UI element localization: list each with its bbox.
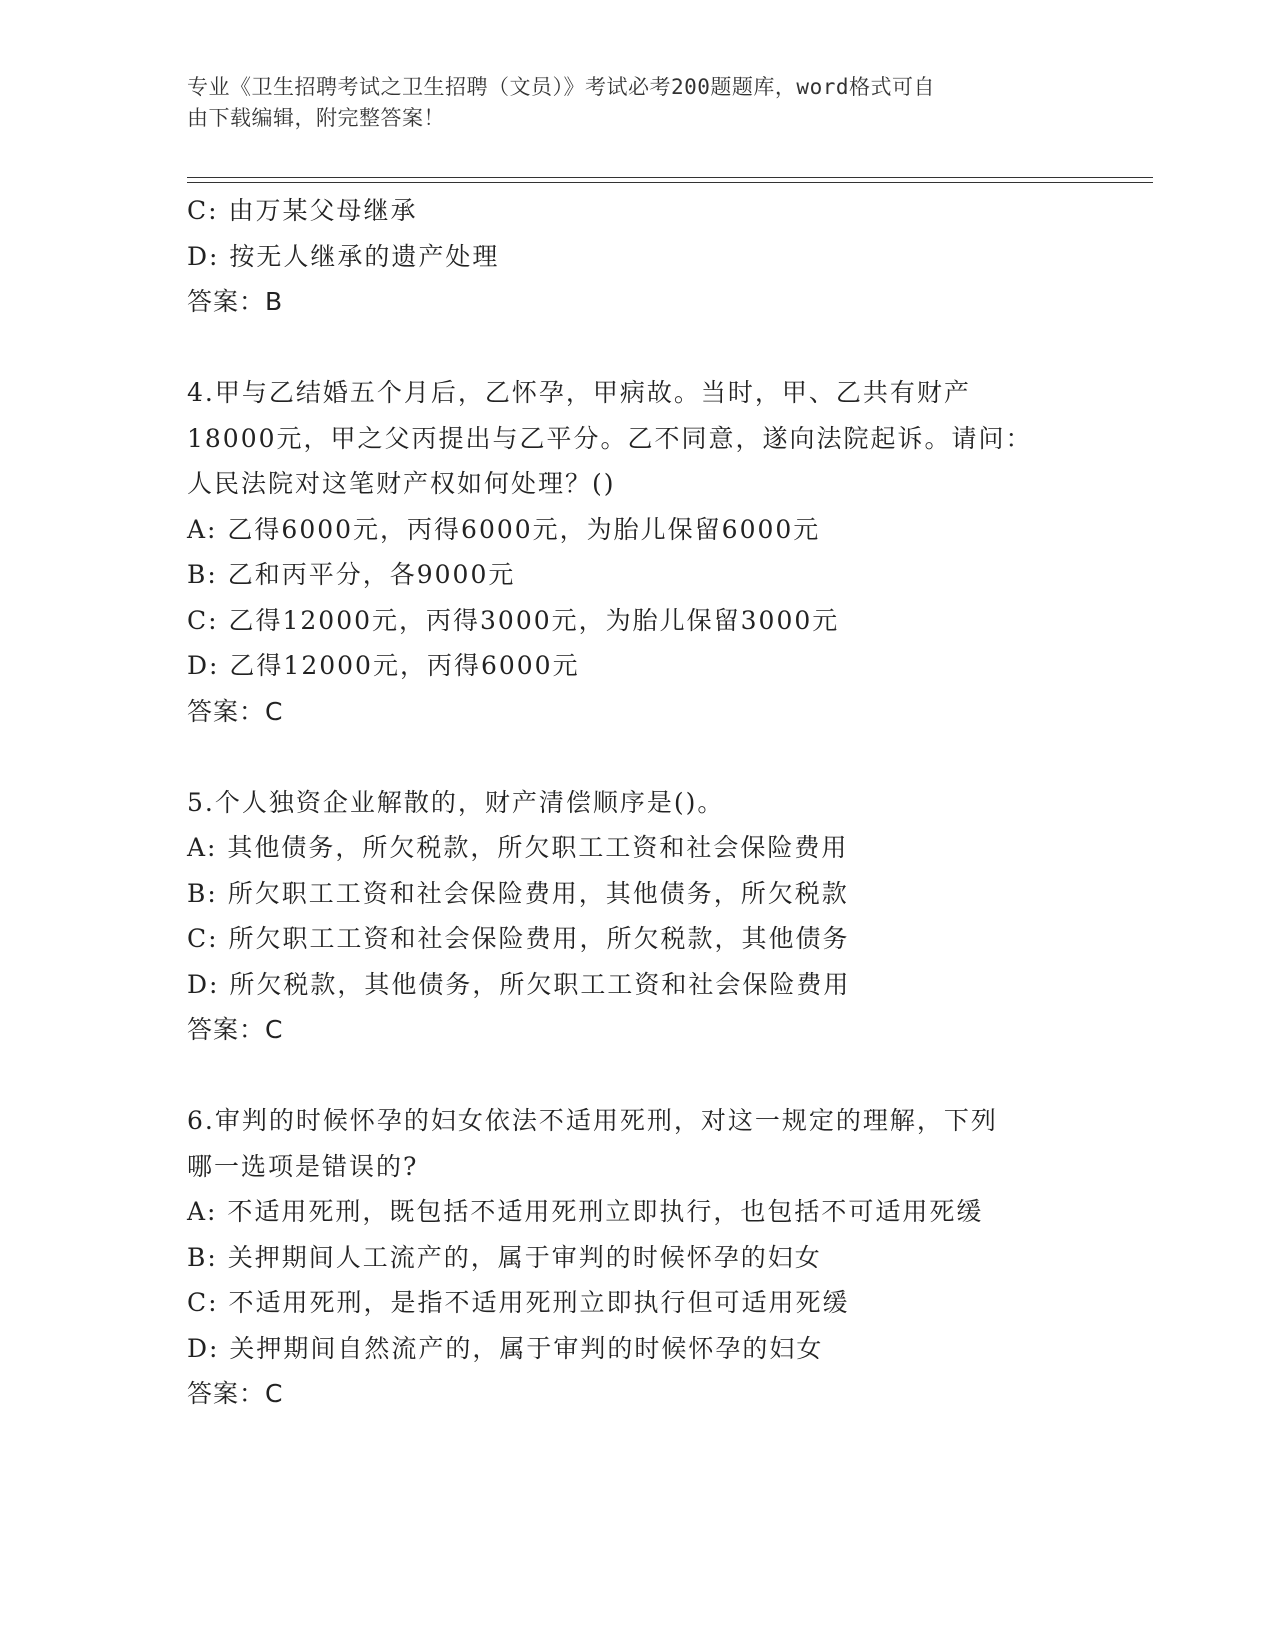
option-c: C: 乙得12000元，丙得3000元，为胎儿保留3000元: [187, 605, 840, 635]
question-stem-line: 人民法院对这笔财产权如何处理？(): [187, 469, 616, 498]
answer-line: 答案：C: [187, 1015, 284, 1044]
question-stem-line: 18000元，甲之父丙提出与乙平分。乙不同意，遂向法院起诉。请问：: [187, 423, 1033, 453]
option-b: B: 乙和丙平分，各9000元: [187, 560, 516, 589]
answer-line: 答案：B: [187, 287, 284, 316]
question-list: [187, 188, 1087, 1417]
option-c: C: 所欠职工工资和社会保险费用，所欠税款，其他债务: [187, 924, 850, 953]
question-stem-line: 5.个人独资企业解散的，财产清偿顺序是()。: [187, 787, 725, 817]
option-d: D: 按无人继承的遗产处理: [187, 241, 500, 271]
option-d: D: 乙得12000元，丙得6000元: [187, 651, 580, 680]
option-d: D: 关押期间自然流产的，属于审判的时候怀孕的妇女: [187, 1333, 824, 1363]
question-stem-line: 4.甲与乙结婚五个月后，乙怀孕，甲病故。当时，甲、乙共有财产: [187, 378, 971, 407]
header-line-1: 专业《卫生招聘考试之卫生招聘（文员）》考试必考200题题库，word格式可自: [187, 75, 935, 99]
option-d: D: 所欠税款，其他债务，所欠职工工资和社会保险费用: [187, 969, 851, 999]
document-header: [187, 72, 1067, 134]
option-a: A: 乙得6000元，丙得6000元，为胎儿保留6000元: [187, 514, 821, 544]
option-b: B: 所欠职工工资和社会保险费用，其他债务，所欠税款: [187, 878, 849, 908]
answer-line: 答案：C: [187, 1379, 284, 1408]
option-a: A: 不适用死刑，既包括不适用死刑立即执行，也包括不可适用死缓: [187, 1197, 984, 1226]
question-block-3: [187, 188, 1087, 325]
spacer: [187, 734, 1087, 780]
question-block-4: [187, 370, 1087, 734]
option-c: C: 不适用死刑，是指不适用死刑立即执行但可适用死缓: [187, 1288, 850, 1317]
option-a: A: 其他债务，所欠税款，所欠职工工资和社会保险费用: [187, 833, 849, 862]
header-line-2: 由下载编辑，附完整答案！: [187, 106, 445, 130]
answer-line: 答案：C: [187, 696, 284, 726]
spacer: [187, 325, 1087, 371]
spacer: [187, 1053, 1087, 1099]
header-divider-top: [187, 177, 1153, 178]
option-c: C: 由万某父母继承: [187, 196, 418, 225]
question-stem-line: 哪一选项是错误的?: [187, 1151, 419, 1181]
header-divider-bottom: [187, 182, 1153, 183]
question-block-5: [187, 780, 1087, 1053]
question-stem-line: 6.审判的时候怀孕的妇女依法不适用死刑，对这一规定的理解，下列: [187, 1106, 998, 1135]
option-b: B: 关押期间人工流产的，属于审判的时候怀孕的妇女: [187, 1242, 822, 1272]
question-block-6: [187, 1098, 1087, 1417]
